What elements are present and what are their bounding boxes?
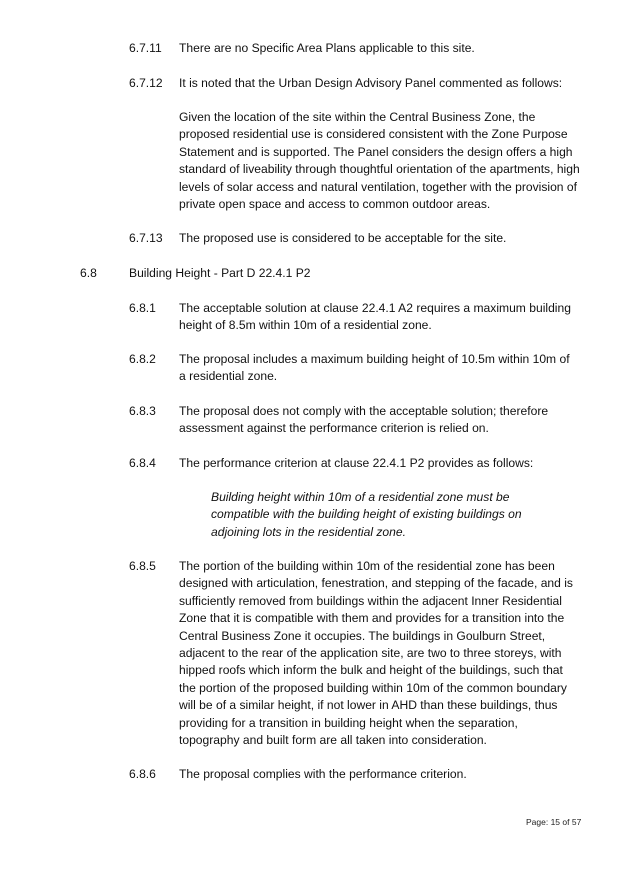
clause-text: The proposal does not comply with the acceptable solution; therefore assessment against the performance criterion is relied on. <box>179 404 549 436</box>
clause-text: The proposal complies with the performance criterion. <box>179 767 467 781</box>
clause-text: There are no Specific Area Plans applicable to this site. <box>179 41 475 55</box>
clause-text: The acceptable solution at clause 22.4.1 A2 requires a maximum building height of 8.5m within 10m of a residential zone. <box>179 301 571 333</box>
clause-number: 6.8.4 <box>129 456 156 470</box>
clause-number: 6.7.13 <box>129 231 163 245</box>
clause-number: 6.8.1 <box>129 301 156 315</box>
section-title: Building Height - Part D 22.4.1 P2 <box>129 266 311 280</box>
clause-number: 6.7.11 <box>129 41 162 55</box>
clause-number: 6.8.5 <box>129 559 156 573</box>
clause-text: The proposal includes a maximum building height of 10.5m within 10m of a residential zone. <box>179 352 570 384</box>
clause-number: 6.8.2 <box>129 352 156 366</box>
section-number: 6.8 <box>80 266 97 280</box>
page-number: Page: 15 of 57 <box>526 817 582 827</box>
clause-number: 6.8.3 <box>129 404 156 418</box>
clause-text: The portion of the building within 10m of the residential zone has been designed with articulation, fenestration, and stepping of the facade, and is sufficiently removed from buildings within the adjacent Inner Residential Zone that it is compatible with them and provides for a transition into the Central Business Zone it occupies. The buildings in Goulburn Street, adjacent to the rear of the application site, are two to three storeys, with hipped roofs which inform the bulk and height of the buildings, such that the portion of the proposed building within 10m of the common boundary will be of a similar height, if not lower in AHD than these buildings, thus providing for a transition in building height when the separation, topography and built form are all taken into consideration. <box>179 559 573 748</box>
panel-comment-paragraph: Given the location of the site within the Central Business Zone, the proposed residential use is considered consistent with the Zone Purpose Statement and is supported. The Panel considers the design offers a high standard of liveability through thoughtful orientation of the apartments, high levels of solar access and natural ventilation, together with the provision of private open space and access to common outdoor areas. <box>179 110 580 212</box>
quoted-criterion: Building height within 10m of a residential zone must be compatible with the building height of existing buildings on adjoining lots in the residential zone. <box>211 490 522 539</box>
clause-number: 6.7.12 <box>129 76 163 90</box>
clause-number: 6.8.6 <box>129 767 156 781</box>
clause-text: The performance criterion at clause 22.4.1 P2 provides as follows: <box>179 456 534 470</box>
clause-text: It is noted that the Urban Design Advisory Panel commented as follows: <box>179 76 563 90</box>
clause-text: The proposed use is considered to be acceptable for the site. <box>179 231 507 245</box>
